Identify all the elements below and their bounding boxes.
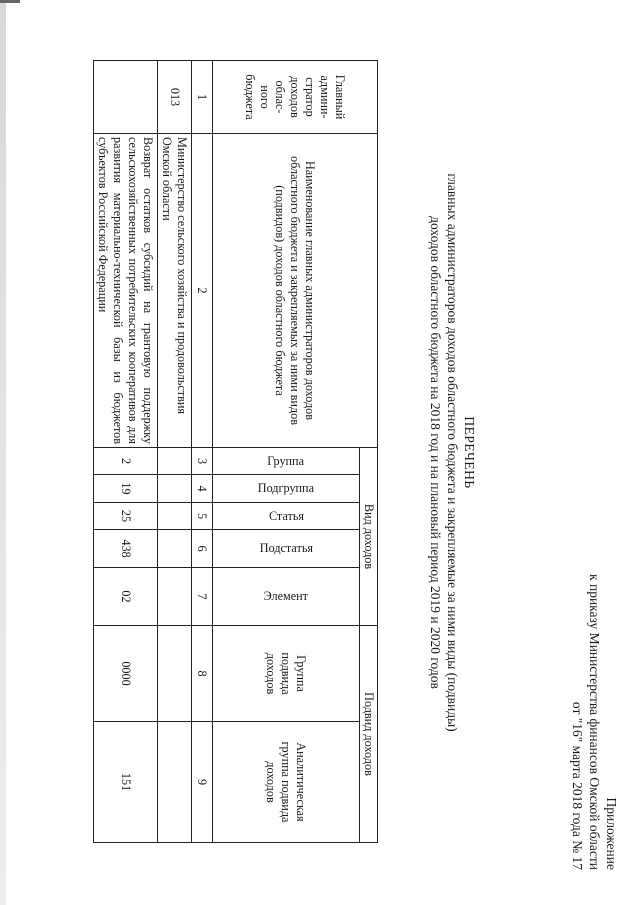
code-cell: 25 [94,503,158,530]
column-number: 6 [192,530,213,568]
column-number: 2 [192,134,213,448]
appendix-title: Приложение [604,797,619,870]
header-name-text: Наименование главных администраторов доходов областного бюджета и закрепляемых за ними видов (подвидов) доходов областного бюджета [273,156,318,425]
code-cell [158,722,192,843]
header-vid-group: Вид доходов [360,448,378,626]
document-title-line1: главных администраторов доходов областного бюджета и закрепляемые за ними виды (подвиды) [445,173,460,732]
column-number-row [192,61,213,843]
column-number: 4 [192,475,213,503]
appendix-block [569,574,620,870]
admin-code-cell [94,61,158,134]
appendix-order-line: к приказу Министерства финансов Омской области [587,574,602,870]
column-number: 3 [192,448,213,475]
header-admin-code-line: Главный [333,74,348,120]
column-number: 1 [192,61,213,134]
code-cell [158,626,192,722]
column-number: 9 [192,722,213,843]
document-title-line2: доходов областного бюджета на 2018 год и на плановый период 2019 и 2020 годов [428,216,443,689]
table-row [158,61,192,843]
header-podvid-analytic: Аналитическая группа подвида доходов [213,722,360,843]
code-cell: 19 [94,475,158,503]
document-title-block [427,0,478,905]
column-number: 7 [192,568,213,626]
code-cell: 151 [94,722,158,843]
document-title: ПЕРЕЧЕНЬ [462,416,477,489]
header-admin-code-line: доходов [288,76,303,118]
header-vid-gruppa: Группа [213,448,360,475]
header-admin-code-line: стратор [303,77,318,117]
header-admin-code [213,61,378,134]
code-cell [158,503,192,530]
code-cell [158,448,192,475]
header-admin-code-line: облас- [273,80,288,114]
code-cell [158,475,192,503]
header-name [213,134,378,448]
code-cell: 2 [94,448,158,475]
admin-code-cell: 013 [158,61,192,134]
table-row [94,61,158,843]
header-podvid-group: Подвид доходов [360,626,378,843]
header-admin-code-line: ного [258,85,273,109]
revenue-table [93,60,378,843]
header-admin-code-line: бюджета [243,74,258,120]
header-vid-statya: Статья [213,503,360,530]
column-number: 5 [192,503,213,530]
code-cell [158,530,192,568]
code-cell: 0000 [94,626,158,722]
revenue-name-cell: Возврат остатков субсидий на грантовую поддержку сельскохозяйственных потребительских кооперативов для развития материально-технической базы из бюджетов субъектов Российской Федерации [94,134,158,448]
header-admin-code-text [243,64,348,130]
column-number: 8 [192,626,213,722]
code-cell: 438 [94,530,158,568]
header-vid-element: Элемент [213,568,360,626]
header-vid-podstatya: Подстатья [213,530,360,568]
code-cell [158,568,192,626]
code-cell: 02 [94,568,158,626]
appendix-date-line: от "16" марта 2018 года № 17 [570,701,585,870]
header-vid-podgruppa: Подгруппа [213,475,360,503]
admin-name-cell: Министерство сельского хозяйства и продовольствия Омской области [158,134,192,448]
header-podvid-group: Группа подвида доходов [213,626,360,722]
header-admin-code-line: админи- [318,75,333,119]
